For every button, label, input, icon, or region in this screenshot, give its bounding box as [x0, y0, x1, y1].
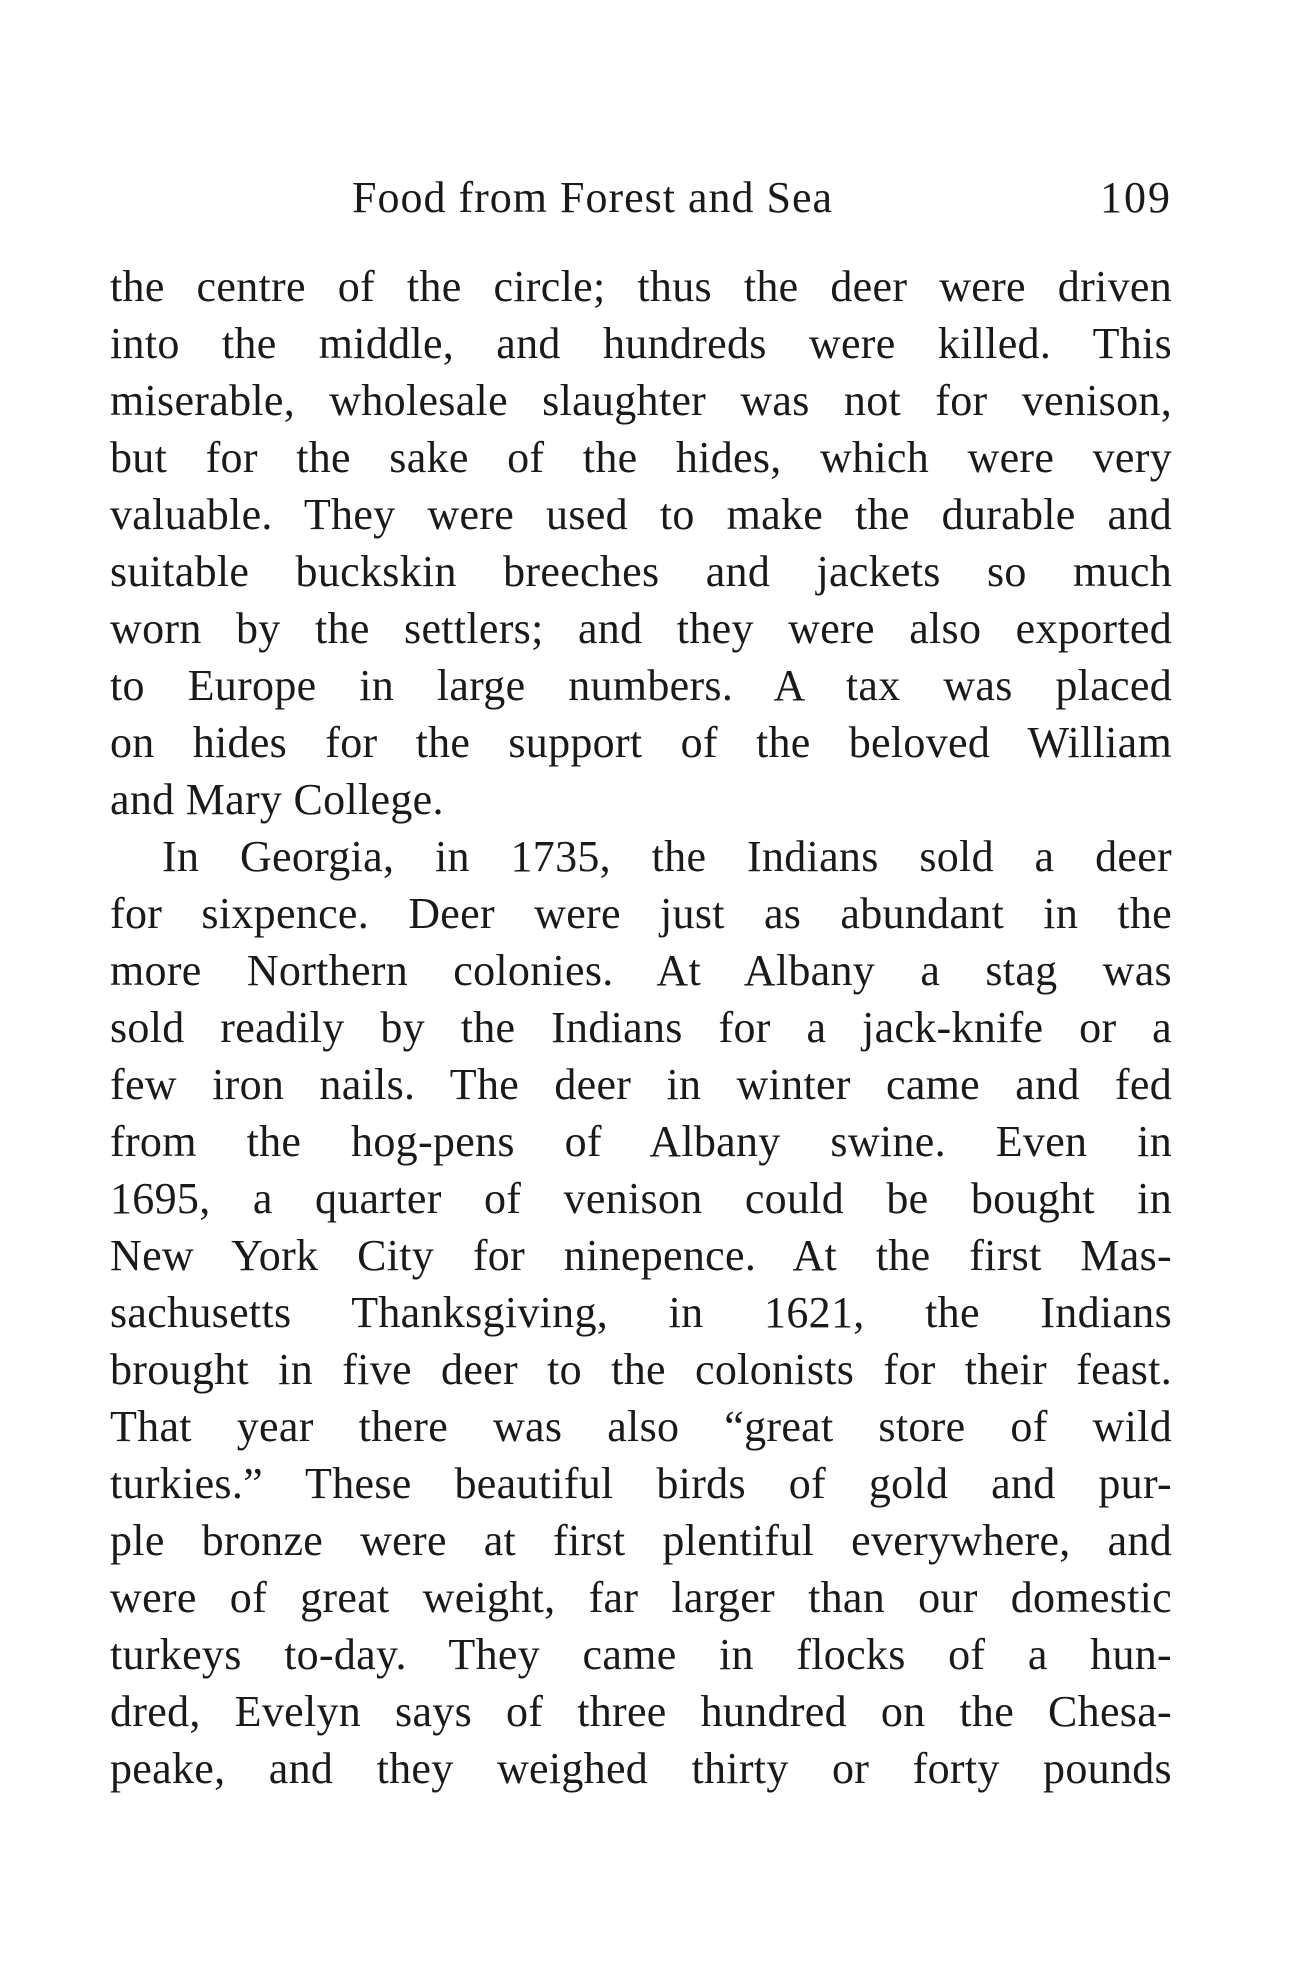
text-line: the centre of the circle; thus the deer were driven	[110, 262, 1172, 311]
text-line: into the middle, and hundreds were killed. This	[110, 319, 1172, 368]
text-line: from the hog-pens of Albany swine. Even in	[110, 1117, 1172, 1166]
text-line: for sixpence. Deer were just as abundant in the	[110, 889, 1172, 938]
text-line: turkeys to-day. They came in flocks of a hun-	[110, 1630, 1172, 1679]
text-line: suitable buckskin breeches and jackets so much	[110, 547, 1172, 596]
paragraph-start-line: In Georgia, in 1735, the Indians sold a deer	[162, 832, 1172, 881]
text-line: turkies.” These beautiful birds of gold and pur-	[110, 1459, 1172, 1508]
page-number: 109	[1100, 173, 1172, 222]
text-line: 1695, a quarter of venison could be bought in	[110, 1174, 1172, 1223]
text-line: peake, and they weighed thirty or forty pounds	[110, 1744, 1172, 1793]
text-line: sachusetts Thanksgiving, in 1621, the Indians	[110, 1288, 1172, 1337]
text-line: That year there was also “great store of wild	[110, 1402, 1172, 1451]
text-line: on hides for the support of the beloved William	[110, 718, 1172, 767]
text-line: worn by the settlers; and they were also exported	[110, 604, 1172, 653]
text-line: to Europe in large numbers. A tax was placed	[110, 661, 1172, 710]
text-line: more Northern colonies. At Albany a stag was	[110, 946, 1172, 995]
running-header	[110, 168, 1172, 228]
text-line: miserable, wholesale slaughter was not for venison,	[110, 376, 1172, 425]
paragraph-end-line: and Mary College.	[110, 775, 444, 824]
text-line: brought in five deer to the colonists for their feast.	[110, 1345, 1172, 1394]
text-line: New York City for ninepence. At the first Mas-	[110, 1231, 1172, 1280]
text-line: few iron nails. The deer in winter came and fed	[110, 1060, 1172, 1109]
text-line: sold readily by the Indians for a jack-knife or a	[110, 1003, 1172, 1052]
text-line: were of great weight, far larger than our domestic	[110, 1573, 1172, 1622]
running-title: Food from Forest and Sea	[352, 173, 834, 222]
text-line: valuable. They were used to make the durable and	[110, 490, 1172, 539]
text-line: dred, Evelyn says of three hundred on the Chesa-	[110, 1687, 1172, 1736]
text-line: but for the sake of the hides, which were very	[110, 433, 1172, 482]
body-text	[110, 258, 1172, 1797]
text-line: ple bronze were at first plentiful everywhere, and	[110, 1516, 1172, 1565]
